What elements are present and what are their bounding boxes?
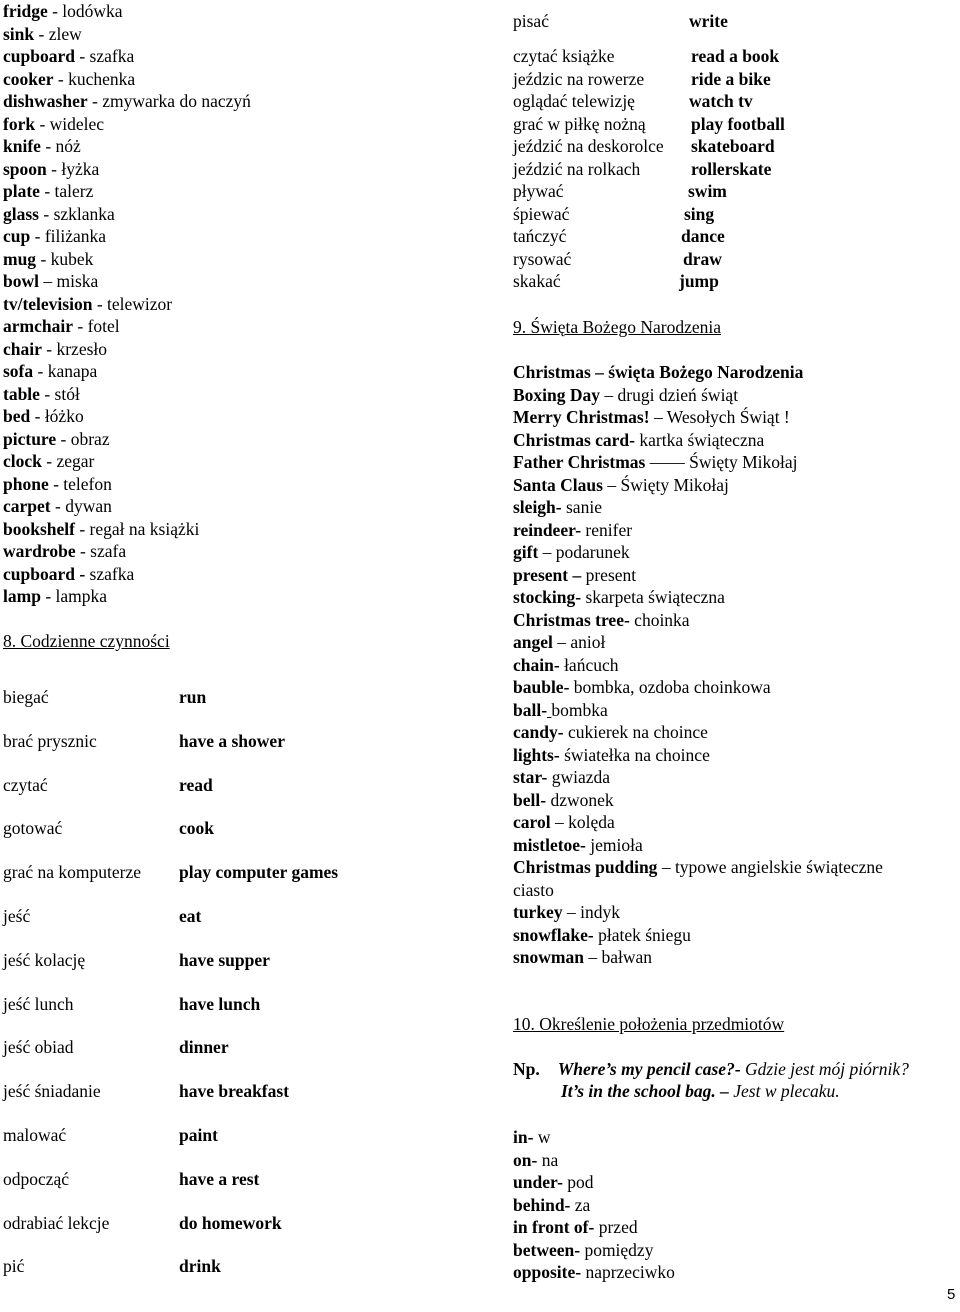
vocab-row — [3, 450, 94, 472]
activity-pl: jeździć na rolkach — [513, 158, 641, 179]
vocab-sep: - — [74, 46, 90, 66]
christmas-pl: płatek śniegu — [598, 924, 691, 945]
activity-en: do homework — [179, 1212, 282, 1233]
example-np: Np. — [513, 1059, 540, 1079]
vocab-en: lamp — [3, 586, 41, 606]
christmas-sep: – — [538, 542, 556, 562]
activity-en: have a rest — [179, 1168, 260, 1189]
activity-pl: jeździć na deskorolce — [513, 136, 664, 156]
christmas-pl: święta Bożego Narodzenia — [608, 362, 804, 382]
vocab-en: bookshelf — [3, 518, 75, 539]
activity-pl: odpocząć — [3, 1168, 70, 1189]
activity-en: draw — [683, 248, 722, 269]
preposition-pl: pomiędzy — [580, 1239, 654, 1260]
vocab-en: chair — [3, 338, 42, 359]
vocab-en: bed — [3, 406, 31, 426]
vocab-row — [3, 383, 80, 405]
activity-pl: odrabiać lekcje — [3, 1212, 110, 1233]
activity-en: have a shower — [179, 730, 285, 751]
christmas-row — [513, 474, 729, 496]
activity-pl: jeść śniadanie — [3, 1081, 101, 1102]
preposition-row — [513, 1149, 558, 1171]
christmas-sep: —— — [645, 452, 690, 472]
activity-pl: jeździc na rowerze — [513, 68, 645, 89]
preposition-en: in front of- — [513, 1217, 595, 1237]
christmas-row — [513, 429, 764, 451]
vocab-sep: - — [46, 158, 62, 179]
christmas-en: bell- — [513, 789, 547, 810]
preposition-pl: w — [533, 1127, 551, 1147]
example-a-en: It’s in the school bag. — [561, 1081, 716, 1101]
vocab-pl: widelec — [49, 113, 105, 134]
activity-en: drink — [179, 1256, 221, 1277]
vocab-sep: - — [39, 181, 55, 201]
preposition-pl: pod — [562, 1172, 594, 1192]
activity-pl: biegać — [3, 687, 49, 707]
christmas-pl: indyk — [580, 902, 620, 922]
vocab-pl: szafka — [89, 563, 135, 584]
vocab-en: mug — [3, 248, 37, 269]
christmas-row — [513, 856, 883, 878]
christmas-pl: sanie — [566, 497, 602, 517]
activity-en: watch tv — [689, 91, 753, 111]
vocab-row — [3, 405, 84, 427]
vocab-sep: - — [40, 586, 56, 606]
christmas-row — [513, 496, 602, 518]
christmas-pl: bombka, ozdoba choinkowa — [573, 677, 771, 697]
christmas-pl: bombka — [551, 699, 608, 720]
vocab-row — [3, 338, 107, 360]
example-answer — [561, 1080, 840, 1102]
christmas-row — [513, 811, 615, 833]
vocab-pl: stół — [54, 383, 80, 404]
christmas-row — [513, 406, 790, 428]
christmas-en: star- — [513, 767, 548, 787]
christmas-sep: – — [602, 474, 621, 495]
christmas-sep: – — [600, 384, 618, 405]
vocab-pl: szafa — [90, 541, 127, 561]
christmas-row — [513, 721, 708, 743]
example-a-pl: Jest w plecaku. — [728, 1081, 840, 1101]
christmas-pl: choinka — [634, 609, 690, 630]
christmas-en: Santa Claus — [513, 474, 603, 495]
christmas-pl: ciasto — [513, 879, 554, 900]
preposition-en: in- — [513, 1127, 534, 1147]
vocab-sep: - — [36, 248, 51, 269]
activity-en: swim — [688, 181, 727, 201]
vocab-sep: - — [74, 518, 90, 539]
christmas-pl: łańcuch — [564, 654, 619, 675]
christmas-en: Christmas tree- — [513, 609, 630, 630]
vocab-sep: - — [30, 226, 45, 246]
vocab-row — [3, 585, 107, 607]
activity-pl: czytać — [3, 774, 48, 795]
christmas-row — [513, 451, 798, 473]
vocab-row — [3, 23, 82, 45]
christmas-en: ball- — [513, 699, 548, 720]
christmas-en: angel — [513, 632, 553, 652]
christmas-pl: cukierek na choince — [567, 722, 708, 742]
christmas-sep: – — [550, 812, 569, 832]
vocab-pl: szklanka — [53, 203, 115, 224]
christmas-en: Merry Christmas! — [513, 407, 650, 427]
preposition-en: behind- — [513, 1194, 571, 1215]
christmas-row — [513, 654, 618, 676]
christmas-sep: – — [584, 947, 602, 967]
activity-en: rollerskate — [691, 158, 772, 179]
vocab-row — [3, 135, 81, 157]
vocab-en: dishwasher — [3, 91, 88, 111]
preposition-row — [513, 1216, 638, 1238]
vocab-row — [3, 113, 104, 135]
vocab-row — [3, 68, 135, 90]
christmas-row — [513, 564, 636, 586]
christmas-pl: drugi dzień świąt — [617, 384, 739, 405]
vocab-row — [3, 203, 115, 225]
vocab-sep: - — [92, 293, 108, 314]
christmas-en: mistletoe- — [513, 834, 586, 855]
activity-en: read a book — [691, 46, 780, 66]
activity-pl: grać na komputerze — [3, 862, 141, 883]
vocab-row — [3, 248, 93, 270]
vocab-sep: - — [56, 428, 71, 449]
christmas-en: sleigh- — [513, 497, 562, 517]
vocab-sep: - — [50, 496, 66, 516]
section-8-title: 8. Codzienne czynności — [3, 631, 170, 651]
vocab-pl: regał na książki — [89, 518, 200, 539]
christmas-pl: Wesołych Świąt ! — [666, 407, 790, 427]
vocab-pl: łyżka — [61, 158, 100, 179]
vocab-row — [3, 360, 97, 382]
vocab-sep: - — [30, 406, 45, 426]
activity-en: ride a bike — [691, 68, 771, 89]
vocab-row — [3, 518, 199, 540]
christmas-row — [513, 586, 725, 608]
activity-pl: jeść obiad — [3, 1037, 74, 1058]
christmas-pl: światełka na choince — [564, 744, 710, 765]
christmas-row — [513, 631, 605, 653]
christmas-row — [513, 361, 803, 383]
vocab-row — [3, 158, 99, 180]
preposition-row — [513, 1261, 675, 1283]
vocab-row — [3, 270, 98, 292]
vocab-en: phone — [3, 473, 49, 494]
vocab-sep: – — [38, 271, 57, 291]
activity-pl: tańczyć — [513, 226, 567, 246]
example-q-pl: Gdzie jest mój piórnik? — [740, 1059, 909, 1079]
vocab-sep: - — [53, 68, 69, 89]
vocab-row — [3, 315, 120, 337]
christmas-row — [513, 541, 630, 563]
vocab-pl: zegar — [56, 451, 95, 471]
activity-pl: rysować — [513, 248, 572, 269]
christmas-row — [513, 946, 652, 968]
preposition-pl: przed — [594, 1217, 638, 1237]
vocab-row — [3, 563, 134, 585]
vocab-pl: krzesło — [56, 338, 108, 359]
vocab-pl: talerz — [54, 181, 94, 201]
vocab-row — [3, 473, 112, 495]
vocab-pl: nóż — [55, 136, 81, 156]
page-number: 5 — [947, 1286, 956, 1303]
christmas-pl: present — [585, 564, 637, 585]
vocab-sep: - — [75, 541, 91, 561]
section-10-title: 10. Określenie położenia przedmiotów — [513, 1014, 785, 1034]
activity-en: play computer games — [179, 862, 339, 883]
christmas-row — [513, 676, 771, 698]
vocab-en: carpet — [3, 496, 51, 516]
vocab-sep: - — [72, 316, 88, 336]
activity-en: read — [179, 774, 213, 795]
preposition-en: on- — [513, 1149, 538, 1170]
vocab-pl: kuchenka — [68, 68, 136, 89]
activity-en: dinner — [179, 1037, 229, 1058]
vocab-sep: - — [34, 23, 49, 44]
vocab-sep: - — [39, 383, 55, 404]
vocab-pl: miska — [56, 271, 99, 291]
activity-pl: jeść — [3, 906, 31, 926]
christmas-pl: kolęda — [568, 812, 615, 832]
vocab-pl: lodówka — [62, 1, 123, 21]
christmas-row — [513, 789, 614, 811]
vocab-pl: łóżko — [44, 406, 84, 426]
preposition-row — [513, 1126, 550, 1148]
christmas-row — [513, 901, 620, 923]
vocab-sep: - — [87, 91, 103, 111]
vocab-en: sofa — [3, 361, 34, 381]
vocab-sep: - — [47, 1, 63, 21]
activity-pl: czytać książke — [513, 46, 615, 66]
christmas-en: Christmas card- — [513, 429, 635, 450]
vocab-row — [3, 0, 123, 22]
vocab-en: table — [3, 383, 40, 404]
activity-en: sing — [684, 203, 715, 224]
preposition-pl: za — [570, 1194, 591, 1215]
activity-en: cook — [179, 818, 214, 839]
vocab-pl: fotel — [87, 316, 120, 336]
activity-en: skateboard — [691, 136, 775, 156]
christmas-en: Father Christmas — [513, 452, 646, 472]
christmas-en: lights- — [513, 744, 560, 765]
vocab-en: picture — [3, 428, 57, 449]
vocab-en: wardrobe — [3, 541, 76, 561]
christmas-pl: anioł — [570, 632, 606, 652]
christmas-row — [513, 879, 554, 901]
activity-pl: pływać — [513, 181, 564, 201]
example-q-en: Where’s my pencil case?- — [557, 1059, 741, 1079]
christmas-pl: gwiazda — [551, 767, 611, 787]
christmas-en: snowman — [513, 947, 584, 967]
vocab-en: bowl — [3, 271, 39, 291]
vocab-en: cupboard — [3, 46, 75, 66]
christmas-pl: jemioła — [590, 834, 643, 855]
preposition-en: under- — [513, 1172, 563, 1192]
christmas-pl: bałwan — [601, 947, 653, 967]
activity-en: eat — [179, 906, 202, 926]
activity-en: jump — [679, 271, 719, 291]
vocab-en: knife — [3, 136, 41, 156]
christmas-row — [513, 924, 691, 946]
activity-pl: malować — [3, 1125, 67, 1145]
activity-pl: grać w piłkę nożną — [513, 113, 646, 134]
christmas-en: present – — [513, 564, 582, 585]
christmas-en: Boxing Day — [513, 384, 601, 405]
vocab-sep: - — [38, 203, 54, 224]
christmas-en: Christmas — [513, 362, 591, 382]
christmas-pl: Święty Mikołaj — [689, 452, 798, 472]
activity-pl: jeść lunch — [3, 993, 74, 1014]
christmas-row — [513, 766, 610, 788]
vocab-pl: kubek — [50, 248, 94, 269]
christmas-pl: dzwonek — [550, 789, 614, 810]
vocab-pl: zlew — [48, 23, 82, 44]
activity-en: have lunch — [179, 993, 261, 1014]
vocab-pl: zmywarka do naczyń — [102, 91, 251, 111]
preposition-en: opposite- — [513, 1262, 582, 1282]
christmas-row — [513, 834, 643, 856]
vocab-pl: obraz — [70, 428, 110, 449]
activity-pl: jeść kolację — [3, 949, 86, 970]
vocab-row — [3, 90, 251, 112]
vocab-en: cup — [3, 226, 31, 246]
vocab-pl: lampka — [55, 586, 108, 606]
christmas-en: gift — [513, 542, 539, 562]
activity-pl: oglądać telewizję — [513, 91, 635, 111]
christmas-en: Christmas pudding — [513, 857, 658, 877]
right-first-en: write — [689, 11, 728, 31]
vocab-sep: - — [41, 338, 57, 359]
activity-en: have breakfast — [179, 1081, 290, 1102]
christmas-row — [513, 519, 632, 541]
vocab-pl: telewizor — [107, 293, 173, 314]
vocab-sep: - — [41, 451, 57, 471]
christmas-en: candy- — [513, 722, 564, 742]
activity-en: play football — [691, 113, 785, 134]
example-question — [513, 1058, 909, 1080]
vocab-row — [3, 225, 106, 247]
vocab-en: sink — [3, 23, 35, 44]
christmas-pl: typowe angielskie świąteczne — [674, 857, 883, 877]
preposition-en: between- — [513, 1239, 581, 1260]
christmas-en: bauble- — [513, 677, 570, 697]
christmas-en: turkey — [513, 902, 563, 922]
christmas-row — [513, 609, 690, 631]
vocab-row — [3, 180, 93, 202]
vocab-en: armchair — [3, 316, 73, 336]
vocab-pl: filiżanka — [44, 226, 107, 246]
christmas-pl: renifer — [585, 519, 633, 540]
activity-pl: brać prysznic — [3, 730, 97, 751]
vocab-en: fork — [3, 113, 36, 134]
vocab-row — [3, 540, 126, 562]
vocab-en: cooker — [3, 68, 54, 89]
example-a-dash: – — [715, 1081, 729, 1101]
vocab-en: fridge — [3, 1, 48, 21]
activity-en: have supper — [179, 949, 270, 970]
christmas-row — [513, 744, 710, 766]
christmas-pl: skarpeta świąteczna — [585, 587, 725, 607]
christmas-row — [513, 699, 608, 721]
preposition-pl: naprzeciwko — [581, 1262, 675, 1282]
section-9-title: 9. Święta Bożego Narodzenia — [513, 317, 721, 337]
christmas-pl: podarunek — [555, 542, 630, 562]
activity-en: run — [179, 687, 207, 707]
vocab-row — [3, 495, 112, 517]
vocab-en: tv/television — [3, 293, 93, 314]
christmas-en: reindeer- — [513, 519, 582, 540]
preposition-row — [513, 1194, 590, 1216]
vocab-pl: kanapa — [47, 361, 98, 381]
preposition-row — [513, 1171, 594, 1193]
vocab-sep: - — [35, 113, 50, 134]
christmas-pl: Święty Mikołaj — [620, 474, 729, 495]
activity-pl: pić — [3, 1256, 25, 1277]
vocab-sep: - — [40, 136, 56, 156]
activity-pl: gotować — [3, 818, 63, 839]
vocab-en: clock — [3, 451, 42, 471]
activity-en: paint — [179, 1125, 218, 1145]
vocab-row — [3, 45, 134, 67]
christmas-sep: – — [552, 632, 571, 652]
christmas-en: stocking- — [513, 587, 582, 607]
vocab-sep: - — [48, 473, 64, 494]
christmas-sep: – — [657, 857, 675, 877]
vocab-sep: - — [33, 361, 48, 381]
vocab-pl: dywan — [65, 496, 112, 516]
vocab-pl: szafka — [89, 46, 135, 66]
activity-pl: śpiewać — [513, 203, 570, 224]
christmas-sep: – — [562, 902, 581, 922]
vocab-en: spoon — [3, 158, 47, 179]
christmas-sep: – — [649, 407, 667, 427]
christmas-en: chain- — [513, 654, 560, 675]
vocab-row — [3, 428, 110, 450]
preposition-pl: na — [537, 1149, 559, 1170]
vocab-en: glass — [3, 203, 39, 224]
christmas-pl: kartka świąteczna — [639, 429, 765, 450]
vocab-en: plate — [3, 181, 40, 201]
christmas-sep: – — [590, 362, 609, 382]
preposition-row — [513, 1239, 653, 1261]
vocab-en: cupboard - — [3, 563, 86, 584]
right-first-pl: pisać — [513, 11, 549, 31]
christmas-row — [513, 384, 738, 406]
vocab-pl: telefon — [63, 473, 112, 494]
vocab-row — [3, 293, 172, 315]
activity-pl: skakać — [513, 271, 561, 291]
christmas-en: snowflake- — [513, 924, 594, 945]
christmas-en: carol — [513, 812, 551, 832]
activity-en: dance — [681, 226, 725, 246]
